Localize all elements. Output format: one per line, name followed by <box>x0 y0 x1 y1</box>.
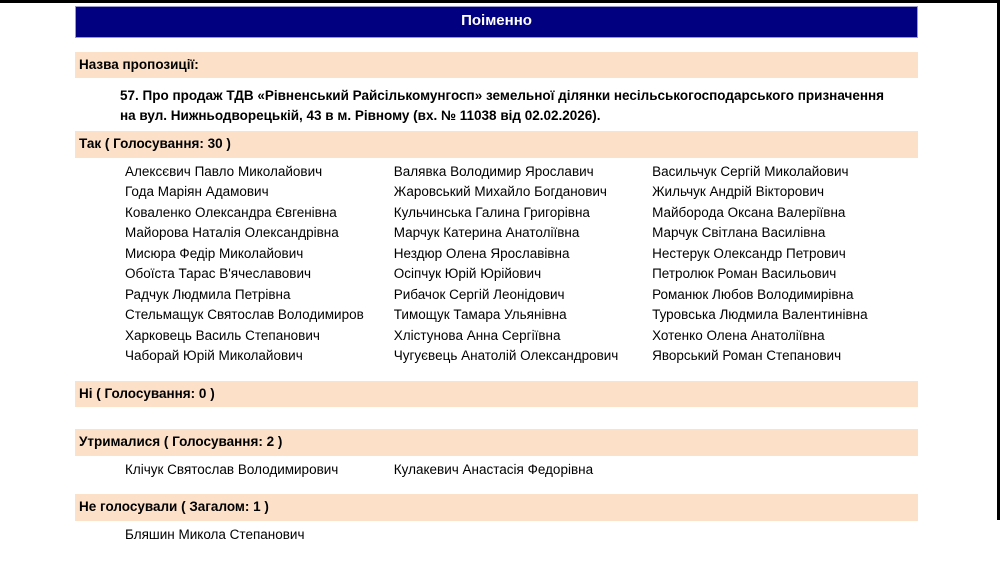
voter-name: Хлістунова Анна Сергіївна <box>393 327 561 343</box>
voter-name: Мисюра Федір Миколайович <box>125 245 304 261</box>
voter-name: Хотенко Олена Анатоліївна <box>652 327 825 343</box>
voter-name: Петролюк Роман Васильович <box>652 266 837 282</box>
voter-name: Радчук Людмила Петрівна <box>125 286 291 302</box>
voter-name: Туровська Людмила Валентинівна <box>652 307 868 323</box>
table-row <box>125 326 918 347</box>
table-row <box>125 264 918 285</box>
spacer <box>75 419 918 429</box>
proposal-text: 57. Про продаж ТДВ «Рівненський Райсількомунгосп» земельної ділянки несільськогосподарського призначення на вул. Нижньодворецькій, 43 в м. Рівному (вх. № 11038 від 02.02.2026). <box>120 88 885 123</box>
voter-name: Алексєвич Павло Миколайович <box>125 163 323 179</box>
voter-name: Нестерук Олександр Петрович <box>652 245 846 261</box>
section-names-no <box>75 407 918 419</box>
table-row <box>125 182 918 203</box>
table-row <box>125 162 918 183</box>
voter-name: Марчук Катерина Анатоліївна <box>393 225 580 241</box>
table-row <box>125 525 918 546</box>
voter-name: Майборода Оксана Валеріївна <box>652 204 846 220</box>
voter-name: Харковець Василь Степанович <box>125 327 320 343</box>
section-names-abstained <box>75 456 918 485</box>
voter-name: Стельмащук Святослав Володимиров <box>125 307 364 323</box>
spacer <box>75 371 918 381</box>
page-title: Поіменно <box>75 6 918 38</box>
table-row <box>125 223 918 244</box>
voter-name: Обоїста Тарас В'ячеславович <box>125 266 312 282</box>
voter-name: Тимощук Тамара Ульянівна <box>393 307 567 323</box>
section-names-did_not_vote <box>75 521 918 550</box>
table-row <box>125 285 918 306</box>
section-header-abstained: Утрималися ( Голосування: 2 ) <box>75 429 918 456</box>
spacer <box>75 484 918 494</box>
voter-name: Жаровський Михайло Богданович <box>393 184 607 200</box>
table-row <box>125 305 918 326</box>
table-row <box>125 244 918 265</box>
voter-name: Чаборай Юрій Миколайович <box>125 348 303 364</box>
voter-name: Яворський Роман Степанович <box>652 348 842 364</box>
voter-name: Валявка Володимир Ярославич <box>393 163 594 179</box>
voter-name: Кулакевич Анастасія Федорівна <box>393 461 594 477</box>
voter-name: Кульчинська Галина Григорівна <box>393 204 590 220</box>
spacer <box>75 38 918 52</box>
voter-name: Рибачок Сергій Леонідович <box>393 286 565 302</box>
section-header-did_not_vote: Не голосували ( Загалом: 1 ) <box>75 494 918 521</box>
voter-name: Жильчук Андрій Вікторович <box>652 184 825 200</box>
voter-name: Года Маріян Адамович <box>125 184 269 200</box>
section-header-no: Ні ( Голосування: 0 ) <box>75 381 918 408</box>
voter-name: Васильчук Сергій Миколайович <box>652 163 849 179</box>
table-row <box>125 346 918 367</box>
voter-name: Бляшин Микола Степанович <box>125 526 305 542</box>
table-row <box>125 203 918 224</box>
section-header-yes: Так ( Голосування: 30 ) <box>75 131 918 158</box>
vote-sections <box>75 131 918 549</box>
voter-name: Осіпчук Юрій Юрійович <box>393 266 542 282</box>
voter-name: Чугуєвець Анатолій Олександрович <box>393 348 619 364</box>
voting-results-page <box>75 6 918 549</box>
voter-name: Нездюр Олена Ярославівна <box>393 245 570 261</box>
voter-name: Коваленко Олександра Євгенівна <box>125 204 337 220</box>
voter-name: Романюк Любов Володимирівна <box>652 286 854 302</box>
proposal-label: Назва пропозиції: <box>75 52 918 79</box>
top-border-rule <box>0 0 1000 3</box>
voter-name: Клічук Святослав Володимирович <box>125 461 339 477</box>
section-names-yes <box>75 158 918 371</box>
voter-name: Майорова Наталія Олександрівна <box>125 225 339 241</box>
voter-name: Марчук Світлана Василівна <box>652 225 826 241</box>
table-row <box>125 460 918 481</box>
